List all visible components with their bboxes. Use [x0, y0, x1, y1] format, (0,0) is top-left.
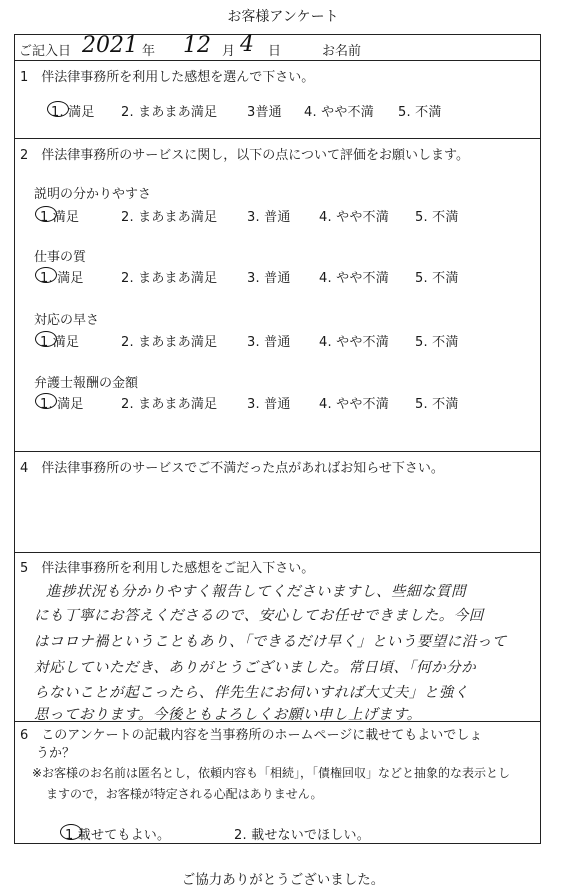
- footer-thanks: ご協力ありがとうございました。: [181, 872, 385, 888]
- q5-comment-line: にも丁寧にお答えくださるので、安心してお任せできました。今回: [34, 608, 484, 624]
- q5-comment-line: 思っております。今後ともよろしくお願い申し上げます。: [34, 707, 422, 723]
- q2-item-option-3[interactable]: 3. 普通: [247, 271, 291, 286]
- q2-item-option-5[interactable]: 5. 不満: [415, 397, 459, 412]
- q2-item-option-3[interactable]: 3. 普通: [247, 210, 291, 225]
- day-unit: 日: [268, 44, 282, 59]
- q2-item-option-1[interactable]: 1 満足: [40, 210, 80, 225]
- date-label: ご記入日: [19, 44, 72, 59]
- q1-option-4[interactable]: 4. やや不満: [304, 105, 374, 120]
- q2-item-label: 弁護士報酬の金額: [34, 376, 139, 391]
- q6-note-cont: ますので，お客様が特定される心配はありません。: [46, 787, 323, 801]
- q1-option-2[interactable]: 2. まあまあ満足: [121, 105, 218, 120]
- q2-item-option-3[interactable]: 3. 普通: [247, 397, 291, 412]
- divider: [14, 721, 541, 722]
- q2-item-label: 説明の分かりやすさ: [34, 187, 152, 202]
- divider: [14, 60, 541, 61]
- q1-option-5[interactable]: 5. 不満: [398, 105, 442, 120]
- date-month-value[interactable]: 12: [183, 33, 211, 58]
- date-year-value[interactable]: 2021: [82, 33, 138, 58]
- q2-item-option-5[interactable]: 5. 不満: [415, 210, 459, 225]
- q2-item-option-4[interactable]: 4. やや不満: [319, 397, 389, 412]
- q6-option-2[interactable]: 2. 載せないでほしい。: [234, 828, 370, 843]
- q5-comment-line: はコロナ禍ということもあり、「できるだけ早く」という要望に沿って: [34, 634, 507, 650]
- q2-item-option-2[interactable]: 2. まあまあ満足: [121, 397, 218, 412]
- q2-item-option-4[interactable]: 4. やや不満: [319, 210, 389, 225]
- month-unit: 月: [222, 44, 236, 59]
- q6-option-1[interactable]: 1 載せてもよい。: [65, 828, 171, 843]
- q2-item-label: 対応の早さ: [34, 313, 100, 328]
- q2-item-option-1[interactable]: 1. 満足: [40, 271, 84, 286]
- q5-comment-line: 進捗状況も分かりやすく報告してくださいますし、些細な質問: [46, 584, 466, 600]
- q2-item-option-1[interactable]: 1. 満足: [40, 397, 84, 412]
- q1-label: 1 伴法律事務所を利用した感想を選んで下さい。: [20, 70, 315, 85]
- q2-label: 2 伴法律事務所のサービスに関し，以下の点について評価をお願いします。: [20, 148, 469, 163]
- q6-label: 6 このアンケートの記載内容を当事務所のホームページに載せてもよいでしょ: [20, 728, 483, 743]
- q5-comment-line: 対応していただき、ありがとうございました。常日頃、「何か分か: [34, 660, 477, 676]
- q5-comment-line: らないことが起こったら、伴先生にお伺いすれば大丈夫」と強く: [34, 685, 469, 701]
- q6-label-cont: うか？: [36, 746, 76, 761]
- q2-item-option-5[interactable]: 5. 不満: [415, 335, 459, 350]
- q2-item-option-3[interactable]: 3. 普通: [247, 335, 291, 350]
- divider: [14, 451, 541, 452]
- q2-item-option-4[interactable]: 4. やや不満: [319, 271, 389, 286]
- q5-label: 5 伴法律事務所を利用した感想をご記入下さい。: [20, 561, 315, 576]
- q2-item-option-2[interactable]: 2. まあまあ満足: [121, 210, 218, 225]
- divider: [14, 552, 541, 553]
- year-unit: 年: [142, 44, 156, 59]
- q2-item-option-2[interactable]: 2. まあまあ満足: [121, 271, 218, 286]
- name-label: お名前: [322, 44, 362, 59]
- q2-item-label: 仕事の質: [34, 250, 87, 265]
- q2-item-option-2[interactable]: 2. まあまあ満足: [121, 335, 218, 350]
- date-day-value[interactable]: 4: [240, 32, 254, 57]
- q1-option-1[interactable]: 1. 満足: [51, 105, 95, 120]
- q1-option-3[interactable]: 3普通: [247, 105, 282, 120]
- q2-item-option-1[interactable]: 1 満足: [40, 335, 80, 350]
- q2-item-option-4[interactable]: 4. やや不満: [319, 335, 389, 350]
- q6-note: ※お客様のお名前は匿名とし，依頼内容も「相続」，「債権回収」などと抽象的な表示とし: [32, 766, 511, 780]
- q2-item-option-5[interactable]: 5. 不満: [415, 271, 459, 286]
- q4-label: 4 伴法律事務所のサービスでご不満だった点があればお知らせ下さい。: [20, 461, 444, 476]
- page-title: お客様アンケート: [227, 9, 339, 25]
- divider: [14, 138, 541, 139]
